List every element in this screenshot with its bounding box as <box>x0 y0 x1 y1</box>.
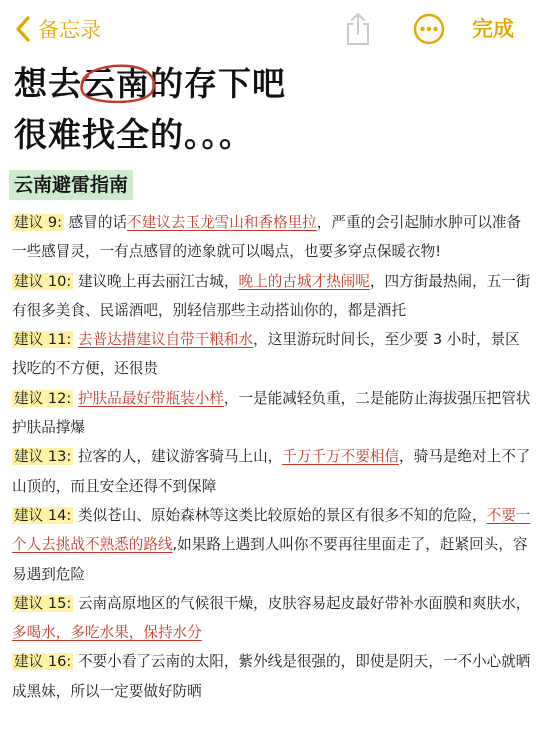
tip-highlight-text: 多喝水，多吃水果，保持水分 <box>12 624 202 642</box>
tip-text: 拉客的人，建议游客骑马上山， <box>73 448 283 466</box>
back-label: 备忘录 <box>38 18 101 42</box>
circled-word <box>82 58 150 109</box>
tip-text: 建议晚上再去丽江古城， <box>73 272 239 290</box>
tip-entry <box>12 647 534 706</box>
nav-bar <box>0 0 540 58</box>
tip-entry <box>12 325 534 384</box>
tip-label: 建议 11: <box>14 331 72 349</box>
tip-highlight-text: 晚上的古城才热闹呢 <box>238 272 370 290</box>
tip-text: 类似苍山、原始森林等这类比较原始的景区有很多不知的危险， <box>73 506 487 524</box>
tip-highlight-text: 去普达措建议自带干粮和水 <box>77 331 254 349</box>
tip-text: ，严重的会引起肺水肿可以准备一些感冒灵，一有点感冒的迹象就可以喝点，也要多穿点保暖衣物! <box>12 214 522 261</box>
tip-entry <box>12 501 534 589</box>
note-body <box>12 208 534 706</box>
tip-entry <box>12 267 534 326</box>
tip-text: ，骑马是绝对上不了山顶的，而且安全还得不到保障 <box>12 448 531 495</box>
section-heading: 云南避雷指南 <box>9 170 133 200</box>
tip-text: 云南高原地区的气候很干燥，皮肤容易起皮最好带补水面膜和爽肤水， <box>73 594 531 612</box>
tip-label: 建议 13: <box>14 448 72 466</box>
tip-label: 建议 15: <box>14 594 72 612</box>
title-text: 的存下吧 <box>150 64 286 103</box>
tip-text: ，四方街最热闹，五一街有很多美食、民谣酒吧，别轻信那些主动搭讪你的，都是酒托 <box>12 272 531 319</box>
share-icon[interactable] <box>344 12 372 46</box>
title-line-2: 很难找全的。。。 <box>14 115 253 154</box>
more-options-icon[interactable] <box>413 13 445 45</box>
tip-label: 建议 10: <box>14 272 72 290</box>
tip-highlight-text: 不建议去玉龙雪山和香格里拉 <box>127 214 317 231</box>
tip-highlight-text: 不要一个人去挑战不熟悉的路线 <box>12 506 531 554</box>
tip-label: 建议 16: <box>14 653 72 671</box>
section-heading-wrap <box>9 170 133 200</box>
title-line-1 <box>14 58 534 109</box>
tip-entry <box>12 589 534 648</box>
tip-label: 建议 14: <box>14 506 72 524</box>
tip-text: 感冒的话 <box>64 214 128 231</box>
tip-text: ,如果路上遇到人叫你不要再往里面走了，赶紧回头，容易遇到危险 <box>12 536 528 583</box>
done-button[interactable]: 完成 <box>472 17 514 41</box>
title-circled-text: 云南 <box>82 64 150 103</box>
tip-entry <box>12 208 534 267</box>
tip-label: 建议 12: <box>14 389 72 407</box>
tip-text: ，一是能减轻负重，二是能防止海拔强压把管状护肤品撑爆 <box>12 389 531 437</box>
tip-highlight-text: 千万千万不要相信 <box>282 448 400 466</box>
chevron-left-icon <box>14 15 32 43</box>
back-button[interactable] <box>14 12 101 46</box>
tip-highlight-text: 护肤品最好带瓶装小样 <box>77 389 224 407</box>
tip-label: 建议 9: <box>14 214 63 231</box>
tip-text: 不要小看了云南的太阳，紫外线是很强的，即使是阴天，一不小心就晒成黑妹，所以一定要做好防晒 <box>12 653 531 700</box>
title-text: 想去 <box>14 64 82 103</box>
note-title <box>14 58 534 160</box>
tip-entry <box>12 384 534 443</box>
tip-entry <box>12 442 534 501</box>
tip-text: ，这里游玩时间长，至少要 3 小时，景区找吃的不方便，还很贵 <box>12 331 520 378</box>
